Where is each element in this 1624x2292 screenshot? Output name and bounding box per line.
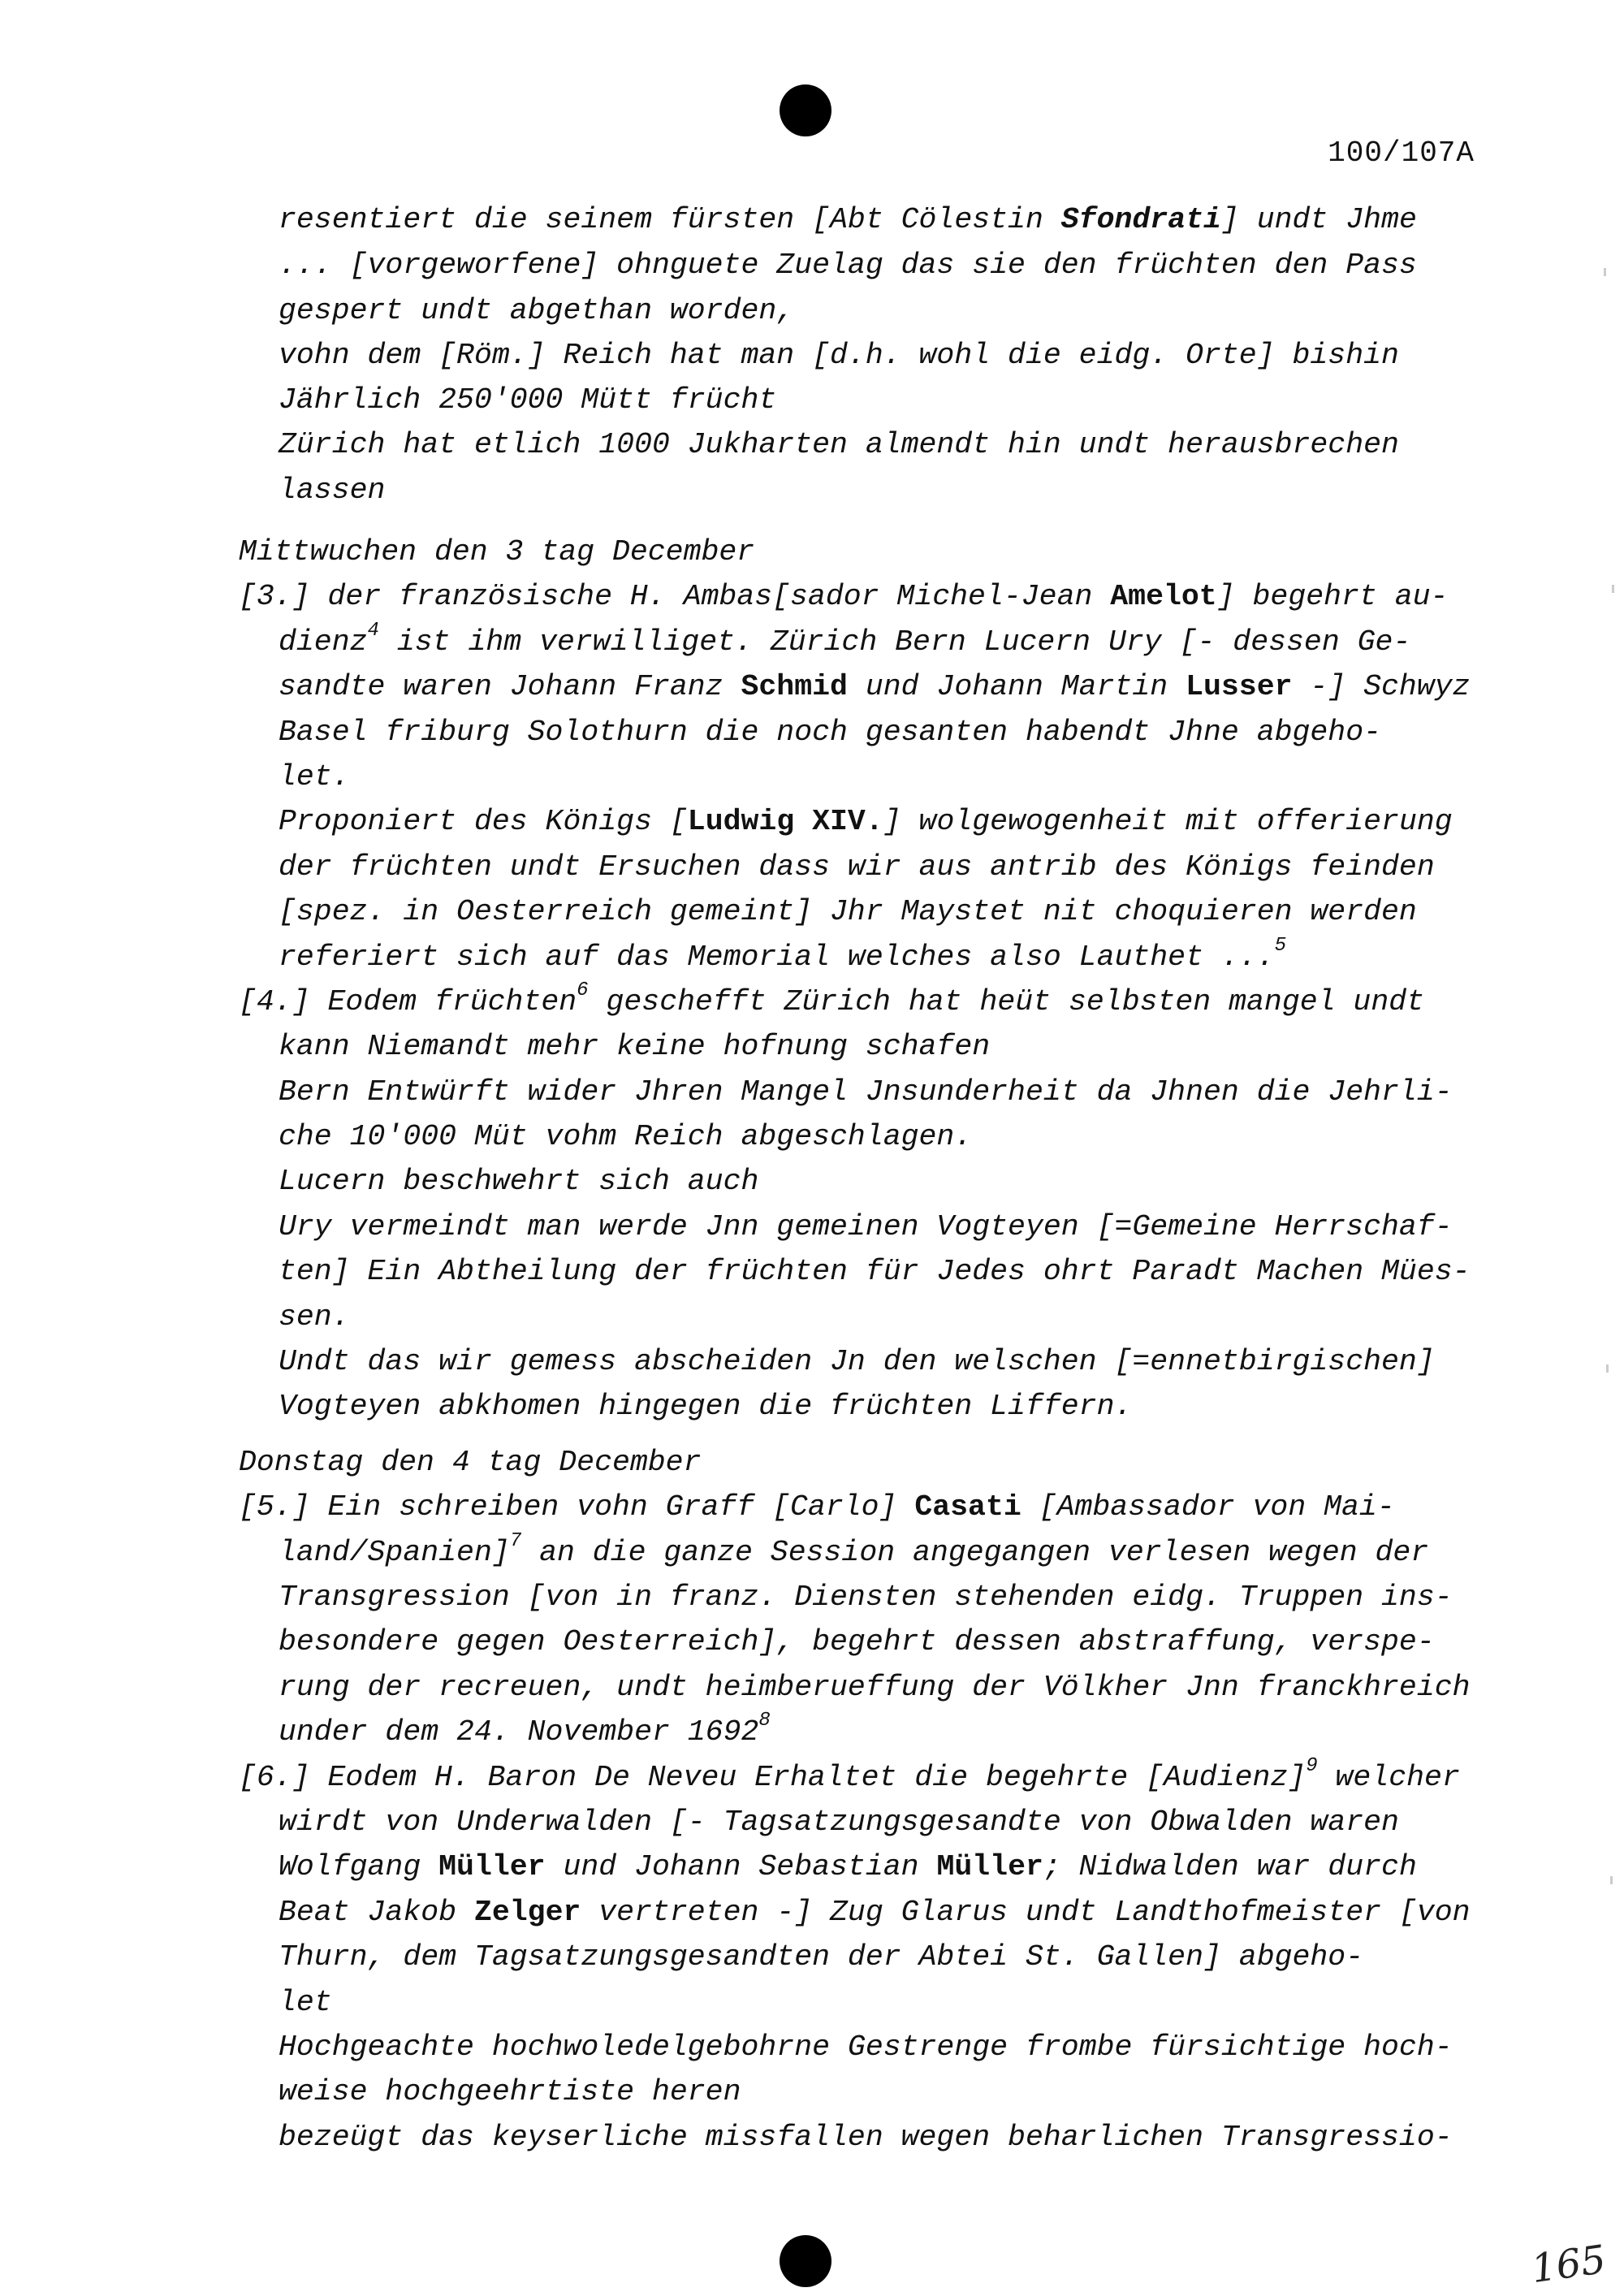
text-line: Basel friburg Solothurn die noch gesanten habendt Jhne abgeho-: [279, 716, 1382, 749]
text-line: [spez. in Oesterreich gemeint] Jhr Maystet nit choquieren werden: [279, 895, 1417, 928]
handwritten-page-number: 165: [1528, 2236, 1609, 2292]
text-line: Lucern beschwehrt sich auch: [279, 1165, 759, 1198]
text-line: [3.] der französische H. Ambas[sador Michel-Jean Amelot] begehrt au-: [239, 580, 1449, 613]
text-line: che 10'000 Müt vohm Reich abgeschlagen.: [279, 1120, 973, 1153]
text-line: Vogteyen abkhomen hingegen die früchten Liffern.: [279, 1390, 1133, 1423]
footnote-ref: 9: [1306, 1755, 1318, 1777]
text-line: rung der recreuen, undt heimberueffung der Völkher Jnn franckhreich: [279, 1671, 1471, 1704]
text-line: kann Niemandt mehr keine hofnung schafen: [279, 1030, 991, 1063]
text-line: Proponiert des Königs [Ludwig XIV.] wolgewogenheit mit offerierung: [279, 805, 1453, 838]
date-heading: Mittwuchen den 3 tag December: [239, 535, 755, 569]
text-line: let: [279, 1986, 332, 2019]
footnote-ref: 7: [509, 1530, 522, 1552]
text-line: Jährlich 250'000 Mütt frücht: [279, 383, 777, 417]
text-line: dienz$^4$ ist ihm verwilliget. Zürich Bern Lucern Ury [- dessen Ge-: [279, 620, 1411, 659]
text-line: vohn dem [Röm.] Reich hat man [d.h. wohl die eidg. Orte] bishin: [279, 339, 1399, 372]
text-line: land/Spanien]$^7$ an die ganze Session angegangen verlesen wegen der: [279, 1530, 1429, 1569]
scan-speck: [1606, 1364, 1609, 1373]
date-heading: Donstag den 4 tag December: [239, 1446, 702, 1479]
text-line: Thurn, dem Tagsatzungsgesandten der Abtei St. Gallen] abgeho-: [279, 1940, 1364, 1974]
scan-speck: [1612, 585, 1614, 593]
text-line: der früchten undt Ersuchen dass wir aus antrib des Königs feinden: [279, 850, 1435, 884]
text-line: gespert undt abgethan worden,: [279, 294, 795, 327]
text-line: sandte waren Johann Franz Schmid und Johann Martin Lusser -] Schwyz: [279, 670, 1471, 703]
text-line: let.: [279, 760, 350, 794]
text-line: besondere gegen Oesterreich], begehrt dessen abstraffung, verspe-: [279, 1625, 1435, 1658]
text-line: Ury vermeindt man werde Jnn gemeinen Vogteyen [=Gemeine Herrschaf-: [279, 1210, 1453, 1243]
text-line: [6.] Eodem H. Baron De Neveu Erhaltet die begehrte [Audienz]$^9$ welcher: [239, 1755, 1460, 1794]
text-line: Bern Entwürft wider Jhren Mangel Jnsunderheit da Jhnen die Jehrli-: [279, 1075, 1453, 1109]
text-line: ten] Ein Abtheilung der früchten für Jedes ohrt Paradt Machen Mües-: [279, 1255, 1471, 1288]
text-line: Zürich hat etlich 1000 Jukharten almendt hin undt herausbrechen: [279, 428, 1399, 461]
text-line: referiert sich auf das Memorial welches also Lauthet ...$^5$: [279, 935, 1287, 974]
text-line: Undt das wir gemess abscheiden Jn den welschen [=ennetbirgischen]: [279, 1345, 1435, 1378]
text-line: [5.] Ein schreiben vohn Graff [Carlo] Casati [Ambassador von Mai-: [239, 1490, 1395, 1524]
scan-speck: [1604, 268, 1606, 276]
text-line: bezeügt das keyserliche missfallen wegen beharlichen Transgressio-: [279, 2121, 1453, 2154]
text-line: Beat Jakob Zelger vertreten -] Zug Glarus undt Landthofmeister [von: [279, 1896, 1471, 1929]
text-line: Hochgeachte hochwoledelgebohrne Gestrenge frombe fürsichtige hoch-: [279, 2030, 1453, 2064]
text-line: sen.: [279, 1300, 350, 1334]
text-line: Transgression [von in franz. Diensten stehenden eidg. Truppen ins-: [279, 1581, 1453, 1614]
footnote-ref: 6: [577, 980, 589, 1001]
scan-speck: [1610, 1876, 1613, 1884]
text-line: resentiert die seinem fürsten [Abt Cölestin Sfondrati] undt Jhme: [279, 203, 1417, 236]
page-reference: 100/107A: [1328, 136, 1475, 170]
text-line: under dem 24. November 1692$^8$: [279, 1710, 771, 1749]
text-line: lassen: [279, 474, 386, 507]
text-line: weise hochgeehrtiste heren: [279, 2075, 741, 2108]
punch-hole-bottom: [780, 2235, 831, 2287]
punch-hole-top: [780, 84, 831, 136]
text-line: wirdt von Underwalden [- Tagsatzungsgesandte von Obwalden waren: [279, 1805, 1399, 1839]
text-line: ... [vorgeworfene] ohnguete Zuelag das sie den früchten den Pass: [279, 249, 1417, 282]
text-line: [4.] Eodem früchten$^6$ geschefft Zürich hat heüt selbsten mangel undt: [239, 980, 1425, 1018]
footnote-ref: 8: [758, 1710, 771, 1732]
footnote-ref: 4: [367, 620, 379, 642]
text-line: Wolfgang Müller und Johann Sebastian Müller; Nidwalden war durch: [279, 1850, 1417, 1883]
footnote-ref: 5: [1274, 935, 1287, 957]
